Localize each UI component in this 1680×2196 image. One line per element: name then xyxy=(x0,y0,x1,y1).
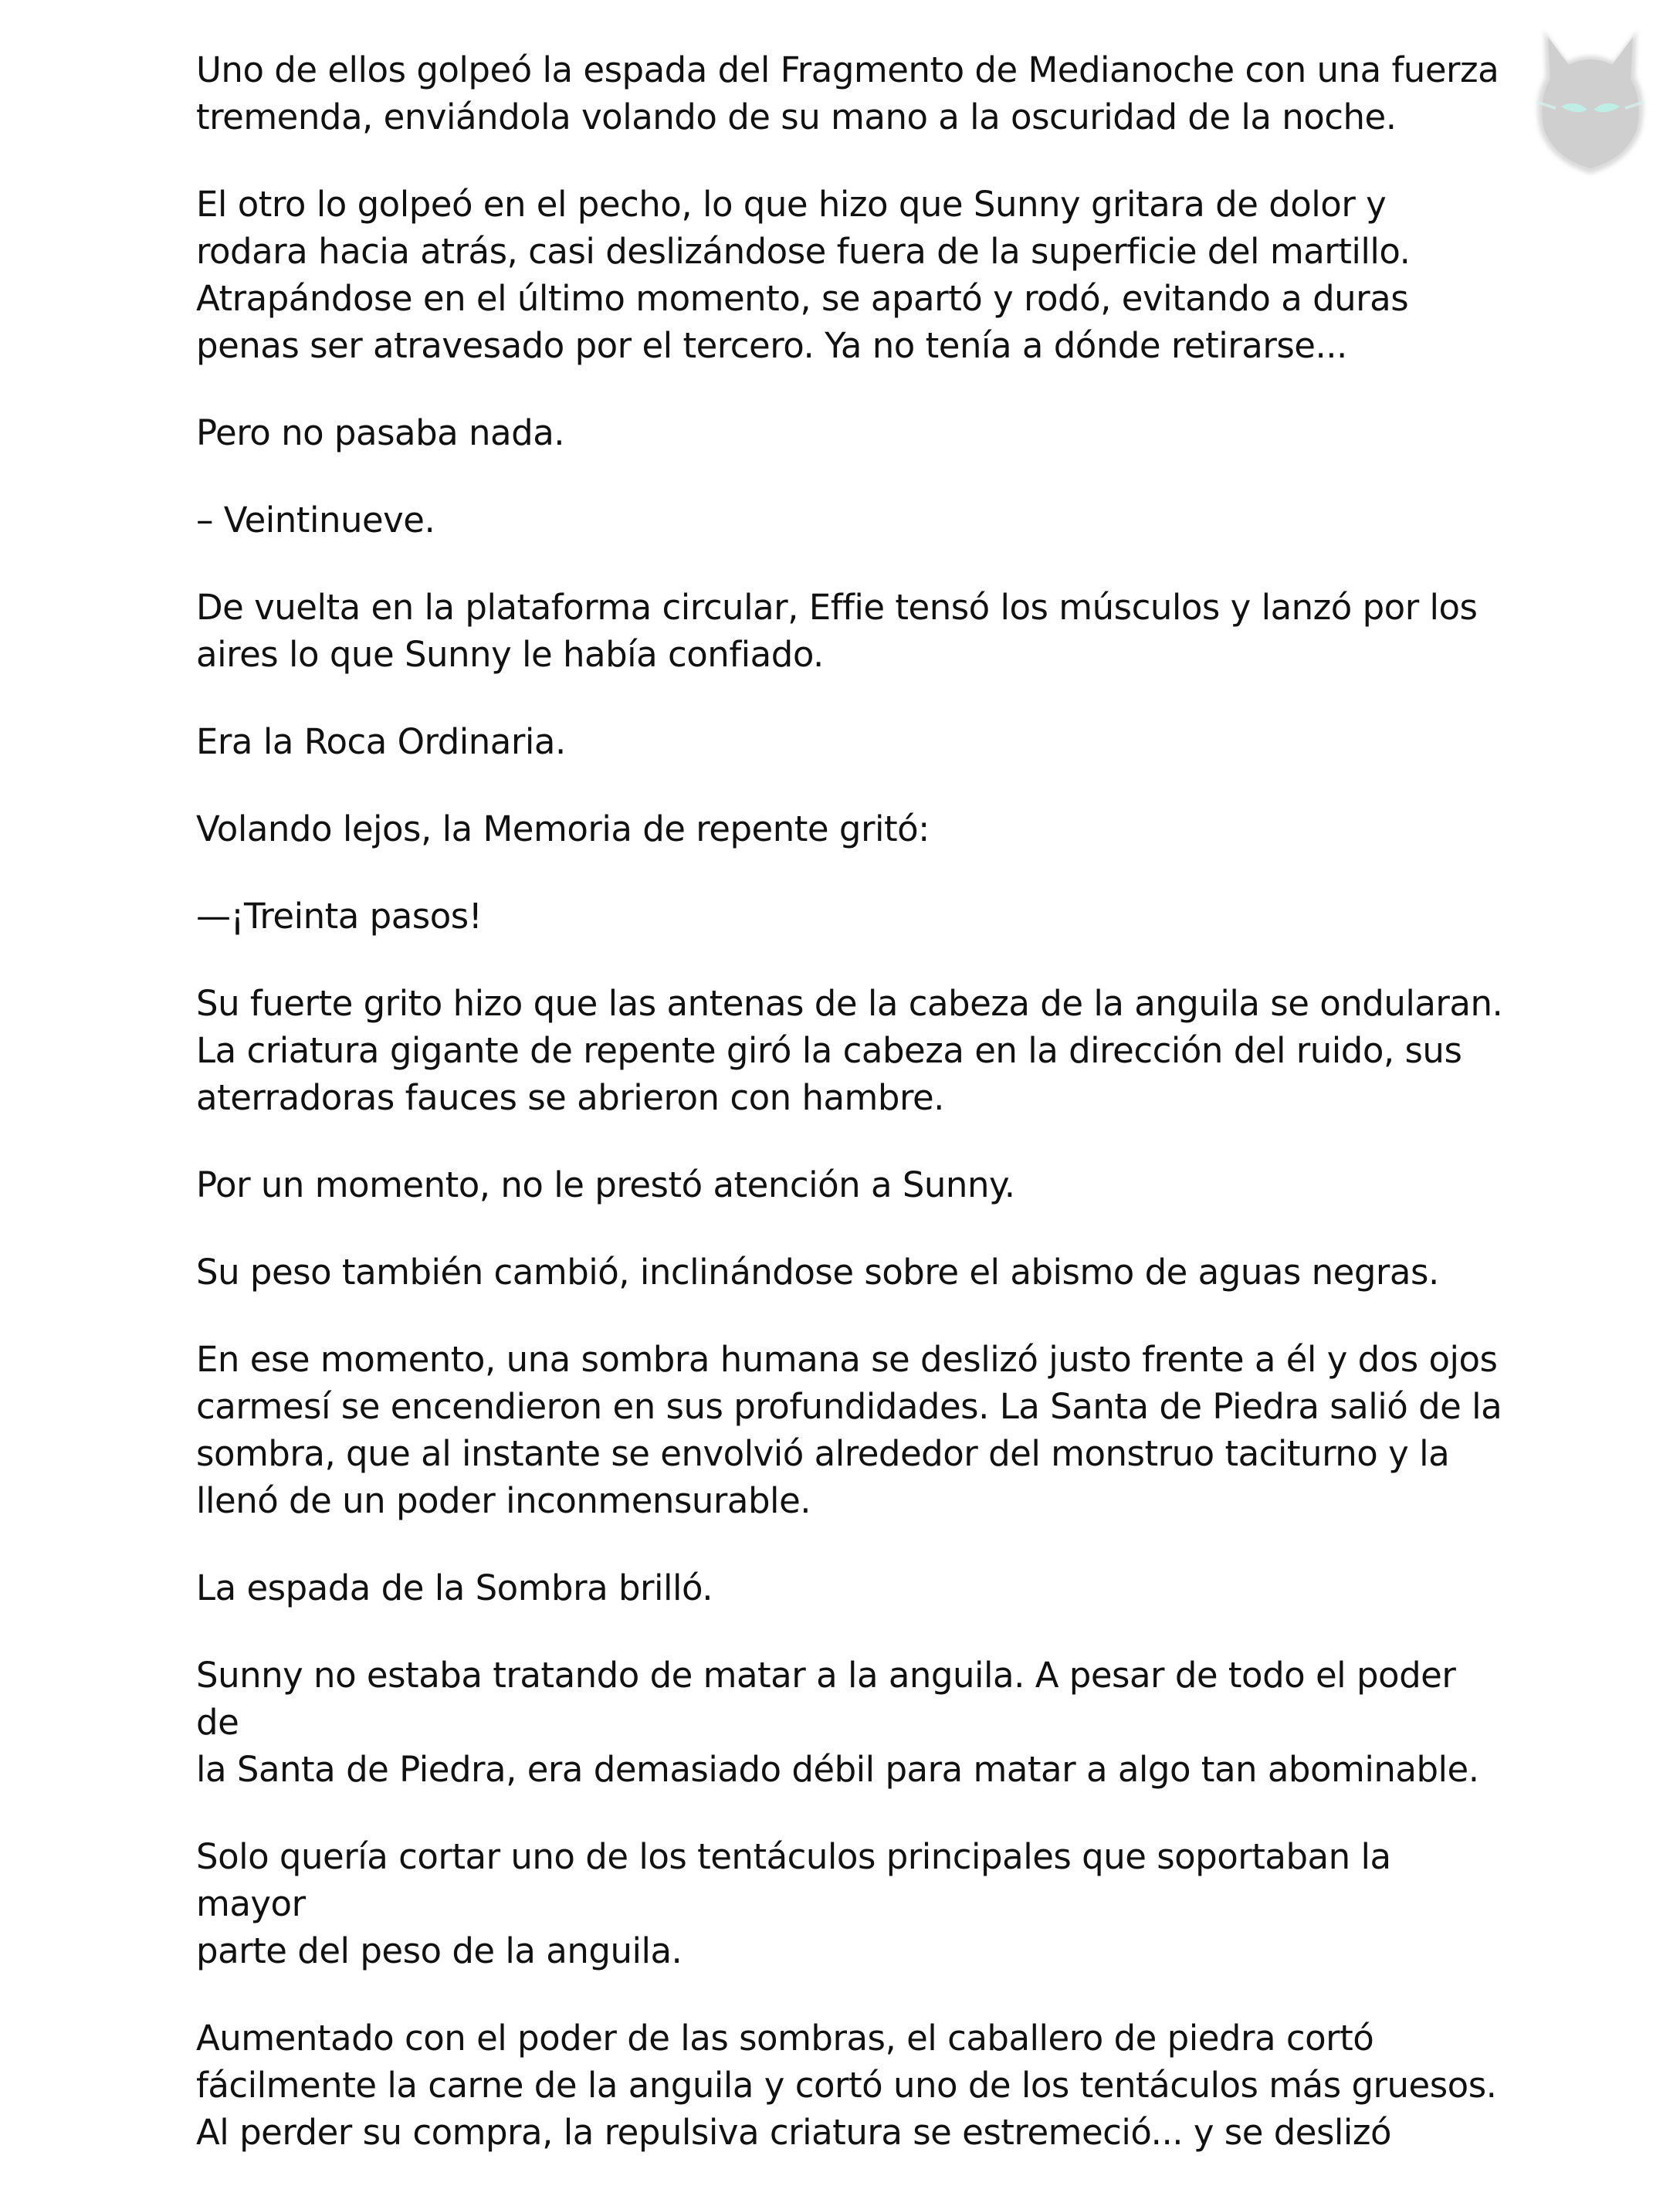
paragraph: —¡Treinta pasos! xyxy=(196,896,483,937)
paragraph: Su fuerte grito hizo que las antenas de la cabeza de la anguila se ondularan. La criatura gigante de repente giró la cabeza en la dirección del ruido, sus aterradoras fauces se abrieron con hambre. xyxy=(196,983,1503,1118)
paragraph: Solo quería cortar uno de los tentáculos principales que soportaban la mayor parte del peso de la anguila. xyxy=(196,1836,1391,1971)
paragraph: Aumentado con el poder de las sombras, el caballero de piedra cortó fácilmente la carne de la anguila y cortó uno de los tentáculos más gruesos. Al perder su compra, la repulsiva criatura se estremeció... y se deslizó xyxy=(196,2018,1497,2153)
paragraph: En ese momento, una sombra humana se deslizó justo frente a él y dos ojos carmesí se encendieron en sus profundidades. La Santa de Piedra salió de la sombra, que al instante se envolvió alrededor del monstruo taciturno y la llenó de un poder inconmensurable. xyxy=(196,1339,1502,1521)
paragraph: Sunny no estaba tratando de matar a la anguila. A pesar de todo el poder de la Santa de Piedra, era demasiado débil para matar a algo tan abominable. xyxy=(196,1655,1479,1790)
paragraph: Uno de ellos golpeó la espada del Fragmento de Medianoche con una fuerza tremenda, enviándola volando de su mano a la oscuridad de la noche. xyxy=(196,49,1499,137)
document-body xyxy=(196,46,1509,2196)
paragraph: Pero no pasaba nada. xyxy=(196,412,565,453)
demon-head-icon xyxy=(1513,15,1668,185)
paragraph: Era la Roca Ordinaria. xyxy=(196,721,566,762)
paragraph: Su peso también cambió, inclinándose sobre el abismo de aguas negras. xyxy=(196,1252,1439,1293)
paragraph: Por un momento, no le prestó atención a Sunny. xyxy=(196,1164,1015,1205)
paragraph: El otro lo golpeó en el pecho, lo que hizo que Sunny gritara de dolor y rodara hacia atrás, casi deslizándose fuera de la superficie del martillo. Atrapándose en el último momento, se apartó y rodó, evitando a duras penas ser atravesado por el tercero. Ya no tenía a dónde retirarse... xyxy=(196,184,1411,366)
paragraph: – Veintinueve. xyxy=(196,500,435,541)
paragraph: Volando lejos, la Memoria de repente gritó: xyxy=(196,808,930,849)
paragraph: La espada de la Sombra brilló. xyxy=(196,1567,713,1608)
paragraph: De vuelta en la plataforma circular, Effie tensó los músculos y lanzó por los aires lo que Sunny le había confiado. xyxy=(196,587,1478,675)
